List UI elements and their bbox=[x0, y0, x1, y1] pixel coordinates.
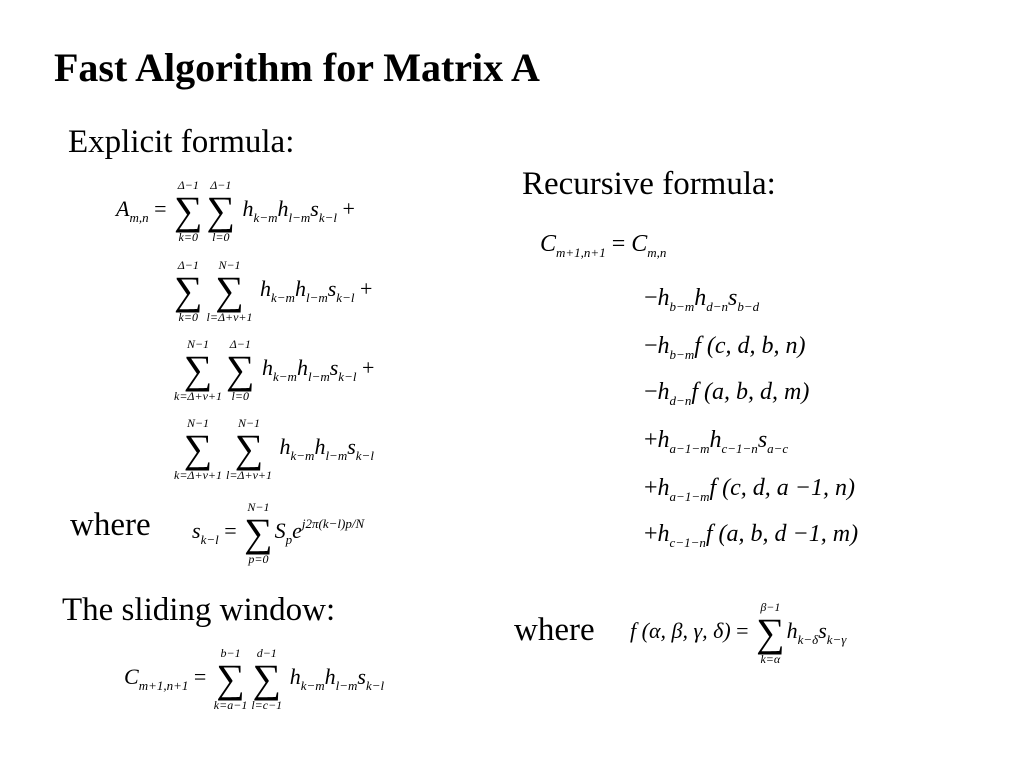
sliding-window-formula: $C_{m+1,n+1}$ = b−1 ∑ k=a−1 d−1 ∑ l=c−1 $h_{k-m}h_{l-m}s_{k-l}$ bbox=[124, 646, 385, 712]
sum-k-sliding: b−1 ∑ k=a−1 bbox=[213, 646, 248, 712]
sum-l-sliding: d−1 ∑ l=c−1 bbox=[251, 646, 283, 712]
recursive-formula-heading: Recursive formula: bbox=[522, 166, 776, 202]
recursive-line-2: $-h_{b-m}f$ (c, d, b, n) bbox=[644, 333, 806, 362]
sliding-window-heading: The sliding window: bbox=[62, 592, 336, 628]
sum-p: N−1 ∑ p=0 bbox=[244, 500, 273, 566]
sum-k-f: β−1 ∑ k=α bbox=[756, 600, 785, 666]
sum-l-line4: N−1 ∑ l=Δ+ν+1 bbox=[226, 416, 272, 482]
recursive-lhs-line: $C_{m+1,n+1} = C_{m,n}$ bbox=[540, 231, 667, 260]
s-definition: $s_{k-l}$ = N−1 ∑ p=0 $S_pe^{j2\pi(k-l)p/N}$ bbox=[192, 500, 365, 566]
sum-l-line2: N−1 ∑ l=Δ+ν+1 bbox=[206, 258, 253, 324]
explicit-formula-line-3 bbox=[172, 337, 374, 403]
term-line1: $h_{k-m}h_{l-m}s_{k-l}$ bbox=[242, 196, 337, 226]
term-line3: $h_{k-m}h_{l-m}s_{k-l}$ bbox=[262, 355, 357, 385]
explicit-formula-line-2 bbox=[172, 258, 372, 324]
recursive-line-6: $+h_{c-1-n}f$ (a, b, d −1, m) bbox=[644, 521, 859, 550]
plus-line1: + bbox=[342, 196, 355, 222]
where-label-2: where bbox=[514, 612, 595, 648]
recursive-line-1: $-h_{b-m}h_{d-n}s_{b-d}$ bbox=[644, 285, 760, 314]
slide-title: Fast Algorithm for Matrix A bbox=[54, 45, 540, 90]
recursive-line-5: $+h_{a-1-m}f$ (c, d, a −1, n) bbox=[644, 475, 855, 504]
term-line4: $h_{k-m}h_{l-m}s_{k-l}$ bbox=[279, 434, 374, 464]
sum-l-line3: Δ−1 ∑ l=0 bbox=[226, 337, 255, 403]
where-label-1: where bbox=[70, 507, 151, 543]
f-definition: f (α, β, γ, δ) = β−1 ∑ k=α $h_{k-\delta}s_{k-\gamma}$ bbox=[630, 600, 847, 666]
sum-k-line3: N−1 ∑ k=Δ+ν+1 bbox=[174, 337, 222, 403]
sum-l-line1: Δ−1 ∑ l=0 bbox=[206, 178, 236, 244]
recursive-line-3: $-h_{d-n}f$ (a, b, d, m) bbox=[644, 379, 810, 408]
plus-line2: + bbox=[359, 276, 373, 302]
sum-k-line1: Δ−1 ∑ k=0 bbox=[174, 178, 203, 244]
sum-k-line2: Δ−1 ∑ k=0 bbox=[174, 258, 203, 324]
explicit-formula-line-4 bbox=[172, 416, 374, 482]
explicit-formula-line-1 bbox=[116, 178, 355, 244]
sum-k-line4: N−1 ∑ k=Δ+ν+1 bbox=[174, 416, 222, 482]
explicit-eq: = bbox=[154, 196, 167, 222]
explicit-lhs-sub: m,n bbox=[129, 210, 149, 226]
recursive-line-4: $+h_{a-1-m}h_{c-1-n}s_{a-c}$ bbox=[644, 427, 789, 456]
term-line2: $h_{k-m}h_{l-m}s_{k-l}$ bbox=[260, 276, 355, 306]
plus-line3: + bbox=[361, 355, 375, 381]
explicit-formula-heading: Explicit formula: bbox=[68, 124, 295, 160]
explicit-lhs: A bbox=[116, 196, 130, 222]
